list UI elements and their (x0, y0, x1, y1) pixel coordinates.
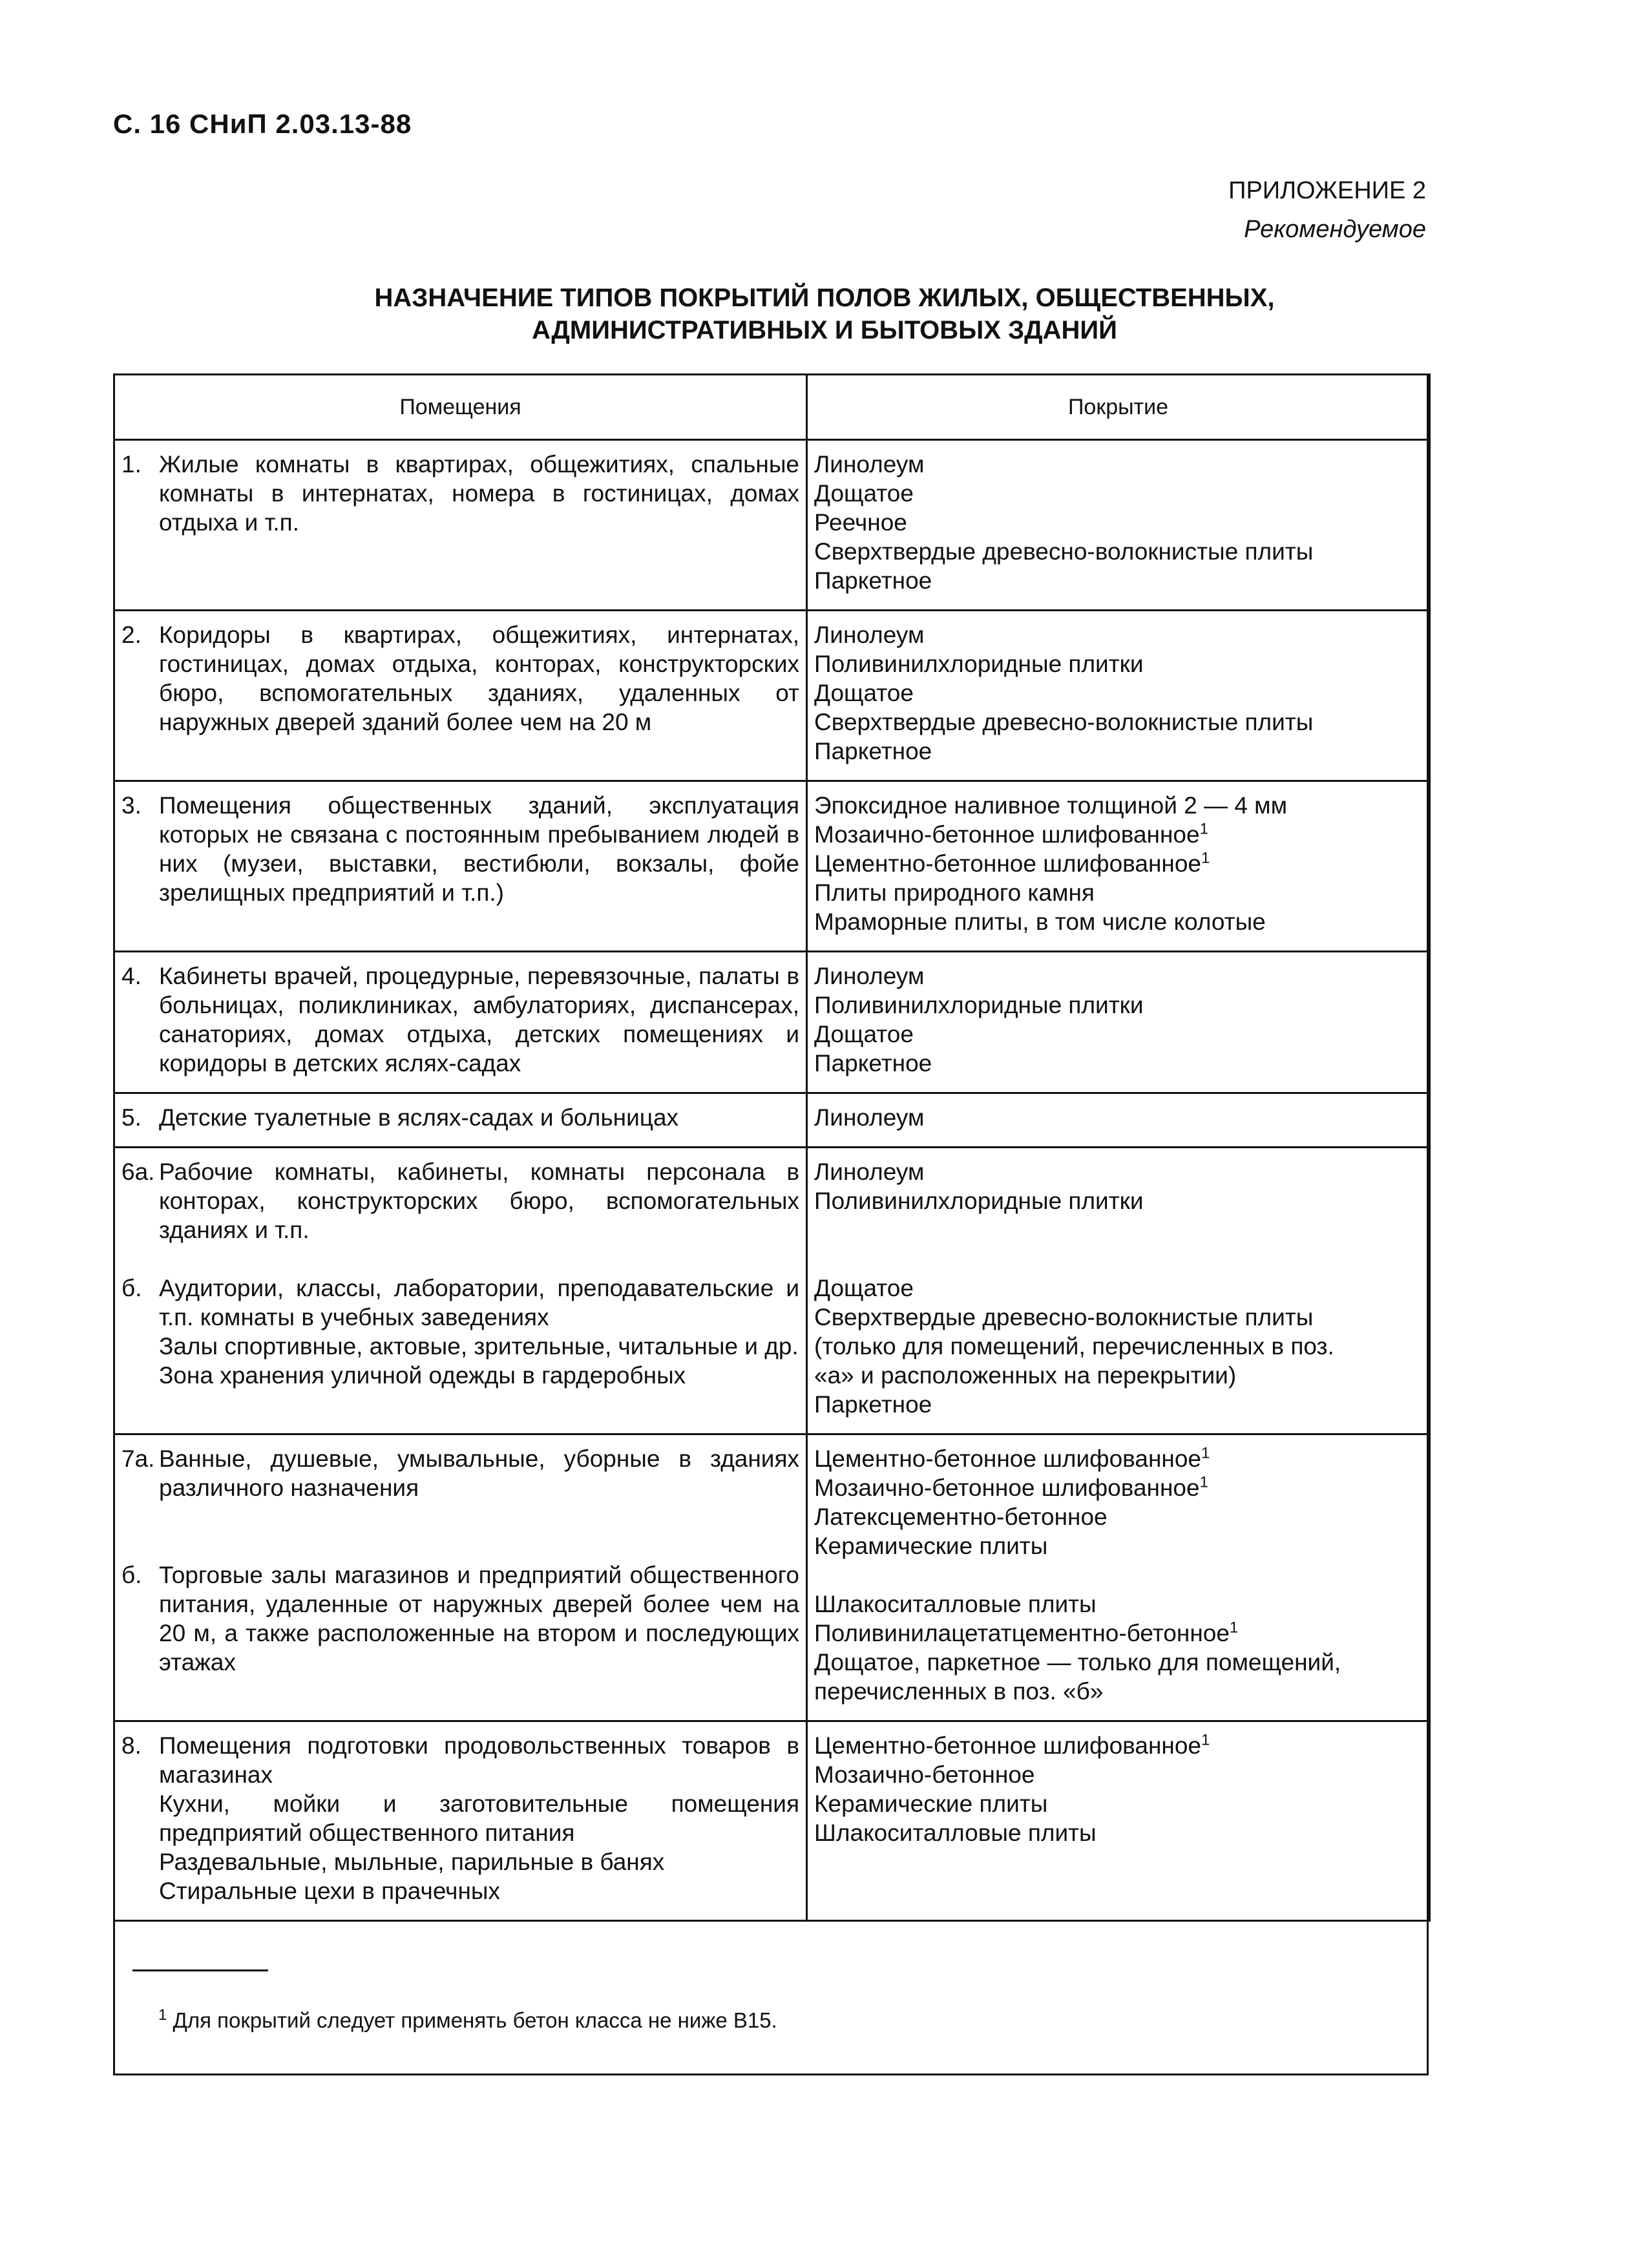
coverage-item: Эпоксидное наливное толщиной 2 — 4 мм (814, 792, 1288, 819)
coverage-cell (807, 1093, 1430, 1148)
row-number: 7а. (121, 1445, 155, 1472)
row-number: 4. (121, 963, 142, 989)
coverage-item: Линолеум (814, 1159, 925, 1185)
coverage-text: Цементно-бетонное шлифованное (814, 1445, 1202, 1472)
footnote-text: Для покрытий следует применять бетон класса не ниже В15. (173, 2008, 777, 2032)
coverage-item: Шлакоситалловые плиты (814, 1591, 1097, 1617)
row-number: 1. (121, 451, 142, 478)
coverage-cell (807, 781, 1430, 952)
coverage-item (814, 1731, 1422, 1760)
room-description: Жилые комнаты в квартирах, общежитиях, спальные комнаты в интернатах, номера в гостиницах, домах отдыха и т.п. (159, 451, 799, 536)
coverage-item: перечисленных в поз. «б» (814, 1678, 1104, 1705)
title-line-2: АДМИНИСТРАТИВНЫХ И БЫТОВЫХ ЗДАНИЙ (532, 316, 1117, 344)
room-cell (114, 440, 807, 611)
coverage-item: Линолеум (814, 622, 925, 648)
coverage-text: Мозаично-бетонное шлифованное (814, 821, 1200, 848)
coverage-item: Мраморные плиты, в том числе колотые (814, 908, 1266, 935)
coverage-text: Мозаично-бетонное шлифованное (814, 1475, 1200, 1501)
footnote-separator (132, 1969, 268, 1971)
coverage-item: Мозаично-бетонное (814, 1761, 1035, 1788)
coverage-item: Сверхтвердые древесно-волокнистые плиты (814, 1304, 1314, 1330)
room-cell (114, 781, 807, 952)
coverage-item: Поливинилхлоридные плитки (814, 992, 1144, 1018)
row-number: 6а. (121, 1159, 155, 1185)
coverage-item: Дощатое (814, 1021, 914, 1047)
table-row (114, 781, 1430, 952)
table-row (114, 611, 1430, 781)
room-description: Детские туалетные в яслях-садах и больницах (159, 1104, 679, 1131)
room-description: Кухни, мойки и заготовительные помещения предприятий общественного питания (159, 1790, 799, 1846)
coverage-item (814, 1473, 1422, 1502)
table-row (114, 440, 1430, 611)
coverage-cell (807, 1721, 1430, 1921)
room-description: Залы спортивные, актовые, зрительные, читальные и др. (159, 1333, 799, 1360)
coverage-item: Плиты природного камня (814, 879, 1095, 906)
coverage-item: Линолеум (814, 451, 925, 478)
coverage-item: Реечное (814, 509, 907, 536)
coverage-item: Поливинилхлоридные плитки (814, 1188, 1144, 1214)
table-row (114, 1093, 1430, 1148)
room-description: Кабинеты врачей, процедурные, перевязочные, палаты в больницах, поликлиниках, амбулаториях, диспансерах, санаториях, домах отдыха, детских помещениях и коридоры в детских яслях-садах (159, 963, 799, 1076)
coverage-item: Паркетное (814, 1050, 932, 1076)
room-cell (114, 1148, 807, 1434)
appendix-block (1228, 171, 1426, 249)
coverage-item: «а» и расположенных на перекрытии) (814, 1362, 1237, 1389)
room-description: Стиральные цехи в прачечных (159, 1878, 500, 1904)
footnote-marker: 1 (1201, 1731, 1210, 1749)
floor-coverage-table (113, 373, 1431, 1922)
table-header-row (114, 375, 1430, 440)
table-row (114, 1148, 1430, 1434)
room-description: Торговые залы магазинов и предприятий общественного питания, удаленные от наружных дверей более чем на 20 м, а также расположенные на втором и последующих этажах (159, 1562, 799, 1675)
coverage-item: Сверхтвердые древесно-волокнистые плиты (814, 538, 1314, 565)
coverage-item: Шлакоситалловые плиты (814, 1820, 1097, 1846)
coverage-cell (807, 1434, 1430, 1721)
room-description: Аудитории, классы, лаборатории, преподавательские и т.п. комнаты в учебных заведениях (159, 1275, 799, 1330)
room-description: Ванные, душевые, умывальные, уборные в зданиях различного назначения (159, 1445, 799, 1501)
room-description: Рабочие комнаты, кабинеты, комнаты персонала в конторах, конструкторских бюро, вспомогательных зданиях и т.п. (159, 1159, 799, 1243)
coverage-text: Поливинилацетатцементно-бетонное (814, 1620, 1230, 1646)
footnote-marker: 1 (1199, 820, 1208, 838)
room-description: Раздевальные, мыльные, парильные в банях (159, 1849, 665, 1875)
row-subnumber: б. (121, 1562, 142, 1588)
coverage-item (814, 820, 1422, 849)
document-reference: С. 16 СНиП 2.03.13-88 (113, 109, 412, 139)
row-subnumber: б. (121, 1275, 142, 1301)
coverage-item (814, 849, 1422, 878)
coverage-item: Дощатое (814, 480, 914, 507)
room-description: Помещения общественных зданий, эксплуатация которых не связана с постоянным пребыванием людей в них (музеи, выставки, вестибюли, вокзалы, фойе зрелищных предприятий и т.п.) (159, 792, 799, 906)
header-coverage: Покрытие (807, 375, 1430, 440)
coverage-item: Сверхтвердые древесно-волокнистые плиты (814, 709, 1314, 735)
coverage-item (814, 1619, 1422, 1648)
title-line-1: НАЗНАЧЕНИЕ ТИПОВ ПОКРЫТИЙ ПОЛОВ ЖИЛЫХ, ОБЩЕСТВЕННЫХ, (374, 284, 1275, 312)
appendix-type: Рекомендуемое (1244, 216, 1426, 243)
table-row (114, 952, 1430, 1093)
coverage-cell (807, 611, 1430, 781)
header-rooms: Помещения (114, 375, 807, 440)
coverage-cell (807, 952, 1430, 1093)
coverage-item: Паркетное (814, 1391, 932, 1418)
row-number: 2. (121, 622, 142, 648)
footnote-marker: 1 (1201, 1444, 1210, 1462)
document-title (0, 282, 1649, 346)
coverage-item: Керамические плиты (814, 1790, 1048, 1817)
coverage-item: Линолеум (814, 963, 925, 989)
coverage-item: Поливинилхлоридные плитки (814, 651, 1144, 677)
coverage-text: Цементно-бетонное шлифованное (814, 850, 1202, 877)
room-cell (114, 952, 807, 1093)
footnote-marker: 1 (1201, 849, 1210, 867)
coverage-item (814, 1444, 1422, 1473)
coverage-item: (только для помещений, перечисленных в поз. (814, 1333, 1334, 1360)
room-cell (114, 611, 807, 781)
footnote-number: 1 (158, 2006, 167, 2024)
row-number: 5. (121, 1104, 142, 1131)
coverage-item: Дощатое (814, 1275, 914, 1301)
coverage-item: Латексцементно-бетонное (814, 1504, 1108, 1530)
coverage-item: Дощатое, паркетное — только для помещений, (814, 1649, 1341, 1675)
coverage-item: Керамические плиты (814, 1533, 1048, 1559)
room-cell (114, 1093, 807, 1148)
coverage-item: Дощатое (814, 680, 914, 706)
room-description: Коридоры в квартирах, общежитиях, интернатах, гостиницах, домах отдыха, конторах, конструкторских бюро, вспомогательных зданиях, удаленных от наружных дверей зданий более чем на 20 м (159, 622, 799, 735)
coverage-cell (807, 440, 1430, 611)
room-cell (114, 1434, 807, 1721)
footnote-marker: 1 (1199, 1473, 1208, 1491)
coverage-item: Паркетное (814, 567, 932, 594)
coverage-text: Цементно-бетонное шлифованное (814, 1732, 1202, 1759)
room-cell (114, 1721, 807, 1921)
coverage-cell (807, 1148, 1430, 1434)
row-number: 3. (121, 792, 142, 819)
coverage-item: Линолеум (814, 1104, 925, 1131)
table-row (114, 1434, 1430, 1721)
table-row (114, 1721, 1430, 1921)
room-description: Зона хранения уличной одежды в гардеробных (159, 1362, 686, 1389)
footnote (158, 2008, 777, 2033)
room-description: Помещения подготовки продовольственных товаров в магазинах (159, 1732, 799, 1788)
footnote-marker: 1 (1229, 1619, 1239, 1637)
row-number: 8. (121, 1732, 142, 1759)
coverage-item: Паркетное (814, 738, 932, 764)
appendix-label: ПРИЛОЖЕНИЕ 2 (1228, 177, 1426, 204)
